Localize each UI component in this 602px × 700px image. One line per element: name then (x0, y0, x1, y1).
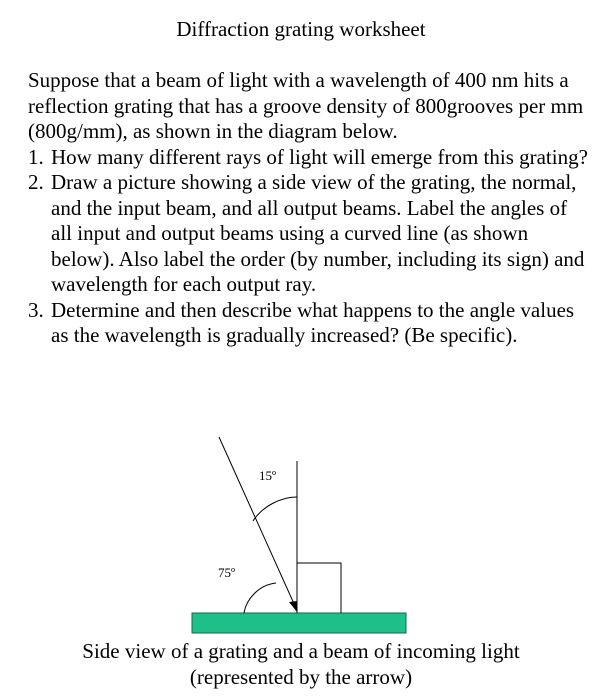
intro-paragraph: Suppose that a beam of light with a wavelength of 400 nm hits a reflection grating that has a groove density of 800grooves per mm (800g/mm), as shown in the diagram below. (28, 68, 584, 143)
surface-angle-arc (244, 583, 276, 613)
angle-label-15: 15º (259, 468, 277, 483)
right-angle-marker (297, 563, 341, 613)
angle-label-75: 75º (218, 565, 236, 580)
caption-line-2: (represented by the arrow) (189, 665, 413, 689)
caption-line-1: Side view of a grating and a beam of incoming light (82, 639, 520, 663)
incoming-beam-arrow (219, 437, 295, 606)
arrowhead-icon (289, 601, 297, 612)
question-number: 1. (28, 144, 44, 169)
question-text: Determine and then describe what happens to the angle values as the wavelength is gradually increased? (Be specific). (51, 297, 575, 347)
diagram-caption (0, 638, 602, 690)
normal-angle-arc (253, 497, 297, 521)
question-text: How many different rays of light will emerge from this grating? (51, 144, 588, 169)
grating-block (192, 613, 406, 633)
question-number: 3. (28, 297, 44, 322)
question-text: Draw a picture showing a side view of the grating, the normal, and the input beam, and all output beams. Label the angles of all input and output beams using a curved line (as shown below). Also label the order (by number, including its sign) and wavelength for each output ray. (51, 170, 585, 296)
question-number: 2. (28, 170, 44, 194)
worksheet-title: Diffraction grating worksheet (176, 17, 426, 41)
